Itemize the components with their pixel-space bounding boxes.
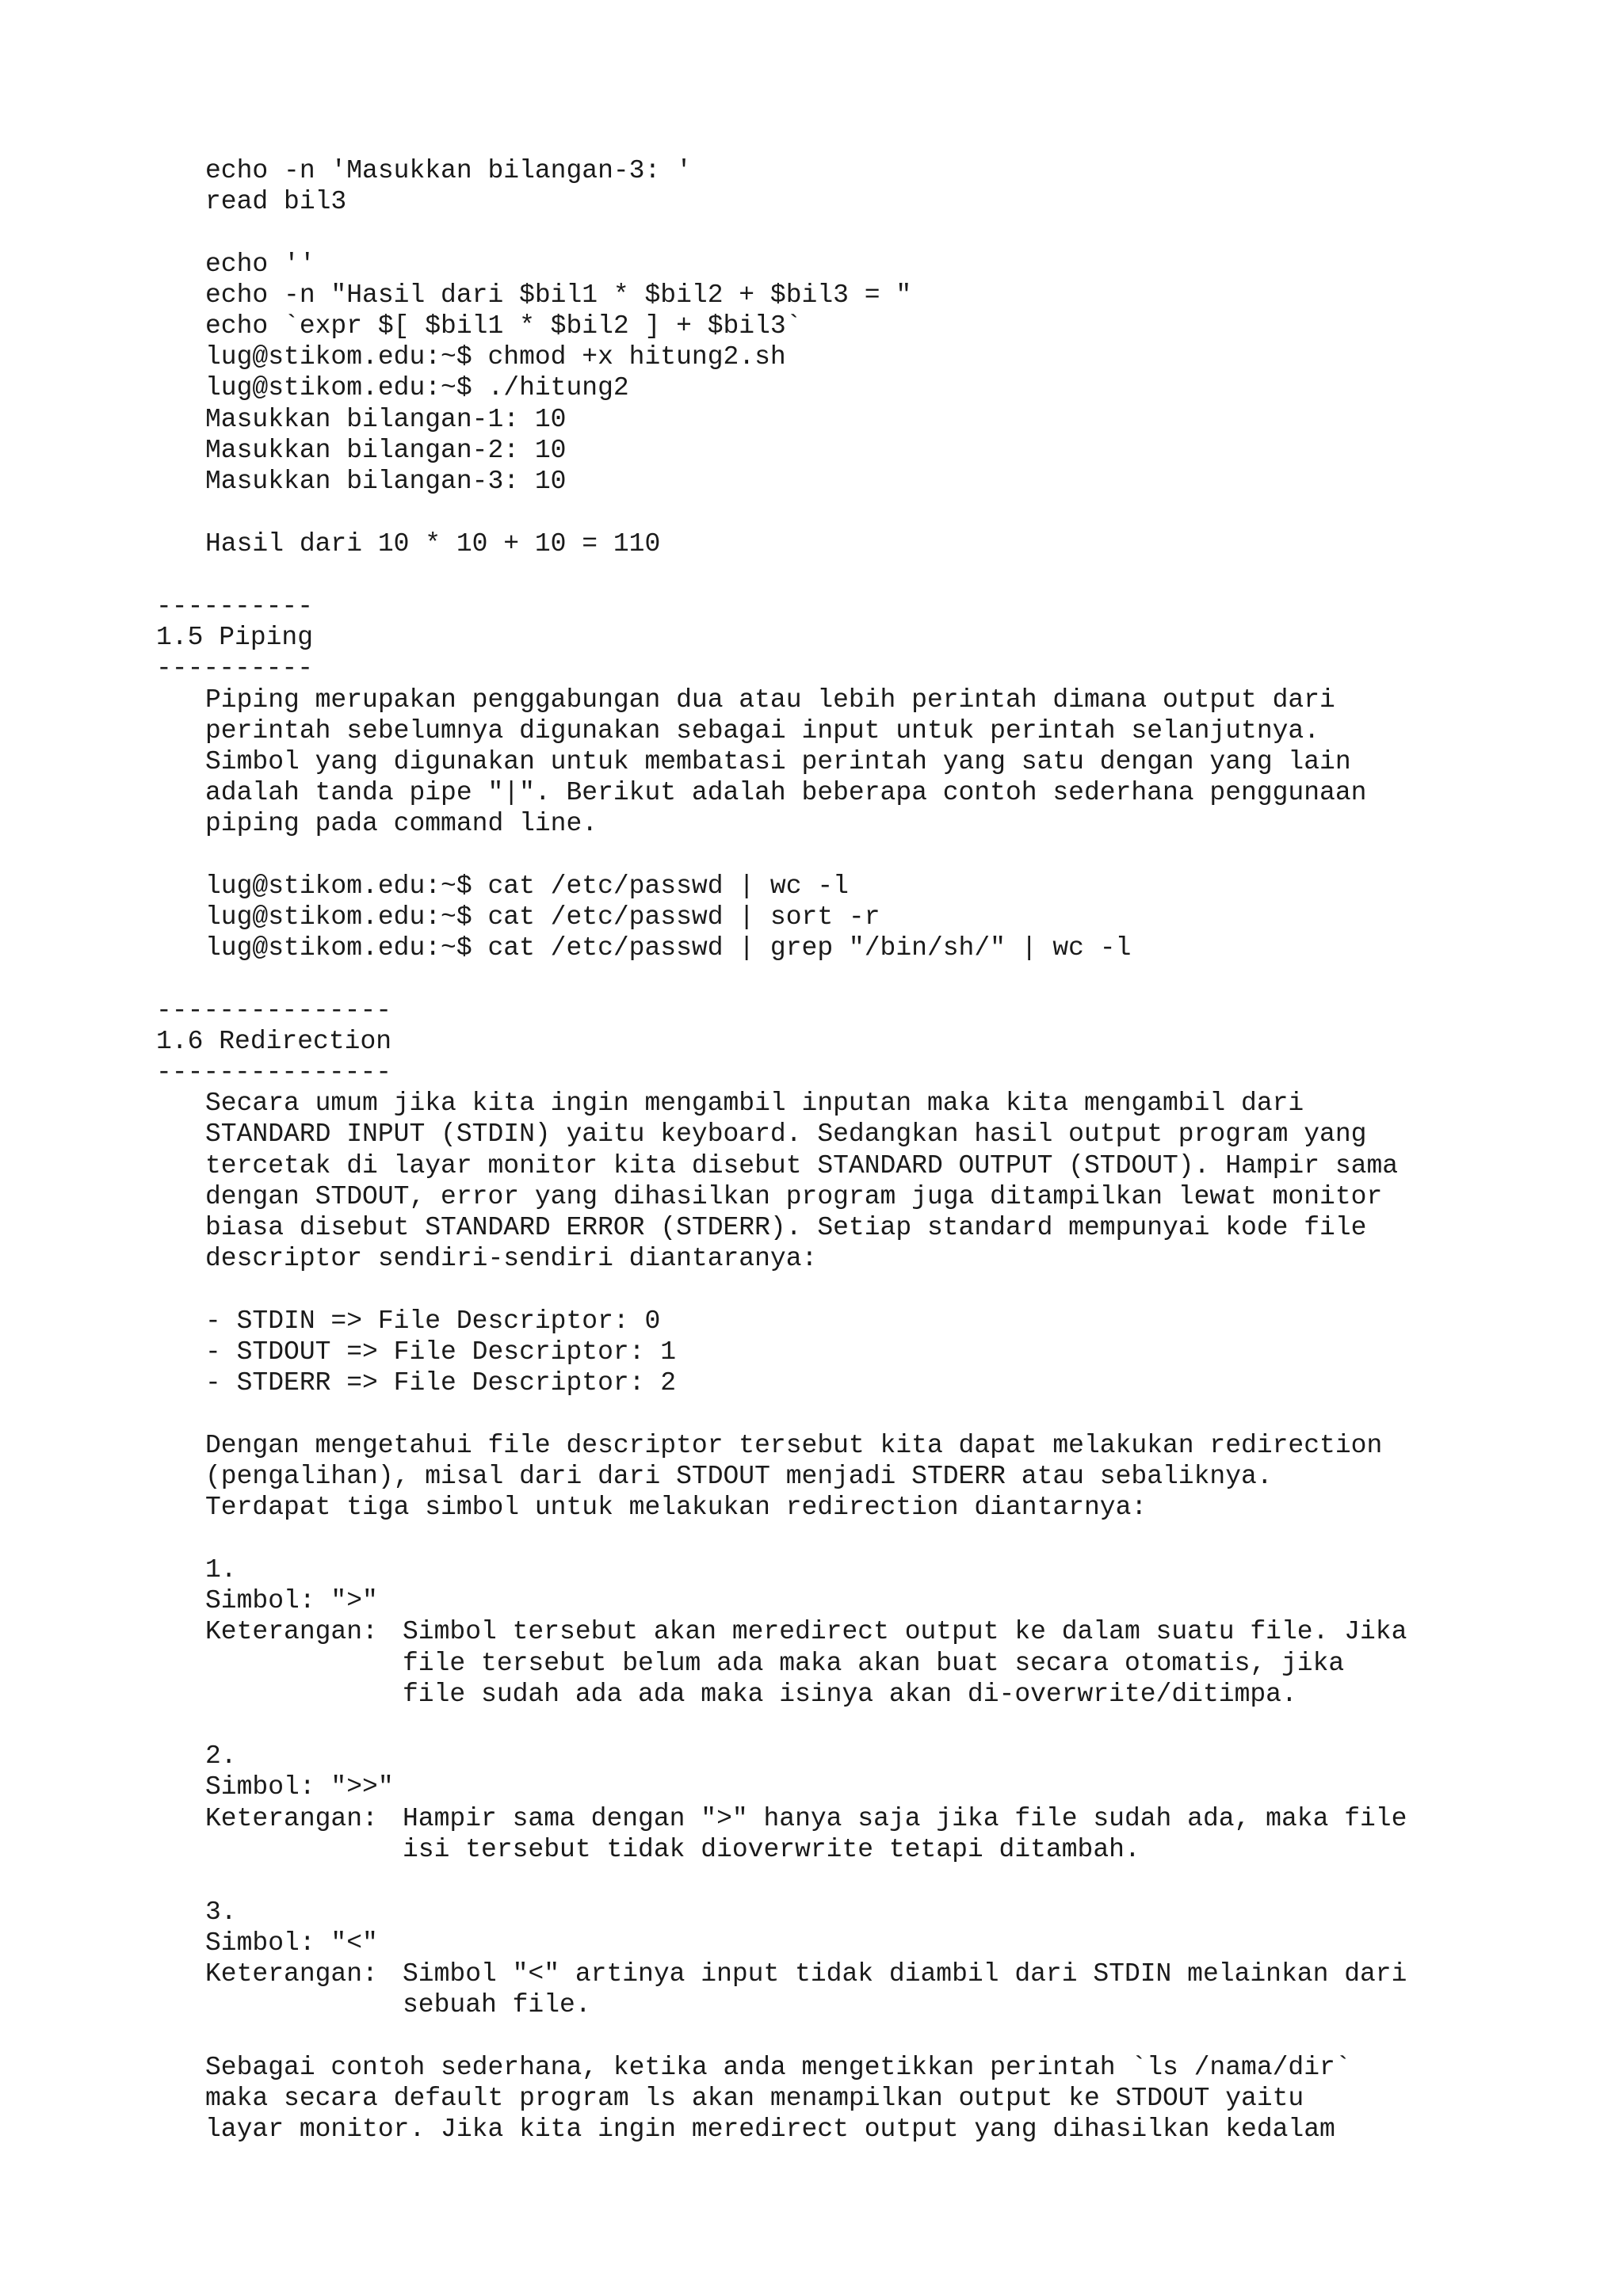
description-line: Hampir sama dengan ">" hanya saja jika file sudah ada, maka file	[403, 1804, 1407, 1833]
section-rule: ----------	[156, 654, 314, 683]
command-line: lug@stikom.edu:~$ cat /etc/passwd | grep "/bin/sh/" | wc -l	[205, 933, 1132, 963]
symbol-number: 1.	[205, 1555, 237, 1585]
code-line: Masukkan bilangan-3: 10	[205, 467, 567, 496]
command-line: lug@stikom.edu:~$ cat /etc/passwd | wc -l	[205, 871, 849, 901]
code-line: Hasil dari 10 * 10 + 10 = 110	[205, 529, 661, 559]
paragraph-line: perintah sebelumnya digunakan sebagai input untuk perintah selanjutnya.	[205, 716, 1320, 746]
code-line: lug@stikom.edu:~$ chmod +x hitung2.sh	[205, 342, 786, 372]
paragraph-line: Dengan mengetahui file descriptor tersebut kita dapat melakukan redirection	[205, 1431, 1383, 1460]
code-line: echo ''	[205, 250, 315, 279]
description-line: Simbol "<" artinya input tidak diambil dari STDIN melainkan dari	[403, 1959, 1407, 1989]
paragraph-line: adalah tanda pipe "|". Berikut adalah beberapa contoh sederhana penggunaan	[205, 778, 1367, 807]
symbol-line: Simbol: ">>"	[205, 1772, 394, 1802]
description-line: sebuah file.	[403, 1990, 591, 2019]
description-line: Simbol tersebut akan meredirect output ke dalam suatu file. Jika	[403, 1617, 1407, 1646]
paragraph-line: biasa disebut STANDARD ERROR (STDERR). Setiap standard mempunyai kode file	[205, 1213, 1367, 1242]
paragraph-line: (pengalihan), misal dari dari STDOUT menjadi STDERR atau sebaliknya.	[205, 1462, 1273, 1491]
description-line: file sudah ada ada maka isinya akan di-overwrite/ditimpa.	[403, 1680, 1297, 1709]
paragraph-line: STANDARD INPUT (STDIN) yaitu keyboard. Sedangkan hasil output program yang	[205, 1119, 1367, 1149]
description-label: Keterangan:	[205, 1959, 394, 1989]
paragraph-line: Piping merupakan penggabungan dua atau lebih perintah dimana output dari	[205, 685, 1335, 715]
descriptor-item: - STDOUT => File Descriptor: 1	[205, 1337, 677, 1367]
paragraph-line: maka secara default program ls akan menampilkan output ke STDOUT yaitu	[205, 2084, 1304, 2113]
paragraph-line: dengan STDOUT, error yang dihasilkan program juga ditampilkan lewat monitor	[205, 1182, 1383, 1211]
section-rule: ---------------	[156, 1058, 392, 1087]
code-line: Masukkan bilangan-1: 10	[205, 405, 567, 434]
section-heading: 1.5 Piping	[156, 623, 314, 652]
code-line: echo -n "Hasil dari $bil1 * $bil2 + $bil3 = "	[205, 280, 912, 310]
descriptor-item: - STDIN => File Descriptor: 0	[205, 1306, 661, 1336]
code-line: Masukkan bilangan-2: 10	[205, 436, 567, 465]
paragraph-line: Simbol yang digunakan untuk membatasi perintah yang satu dengan yang lain	[205, 747, 1351, 776]
symbol-line: Simbol: "<"	[205, 1928, 378, 1958]
description-label: Keterangan:	[205, 1617, 394, 1646]
code-line: read bil3	[205, 187, 347, 216]
descriptor-item: - STDERR => File Descriptor: 2	[205, 1368, 677, 1398]
symbol-number: 2.	[205, 1741, 237, 1771]
description-line: isi tersebut tidak dioverwrite tetapi ditambah.	[403, 1835, 1140, 1864]
description-line: file tersebut belum ada maka akan buat secara otomatis, jika	[403, 1649, 1345, 1678]
code-line: echo -n 'Masukkan bilangan-3: '	[205, 156, 692, 185]
paragraph-line: descriptor sendiri-sendiri diantaranya:	[205, 1244, 818, 1273]
paragraph-line: layar monitor. Jika kita ingin meredirect output yang dihasilkan kedalam	[205, 2115, 1335, 2144]
paragraph-line: Terdapat tiga simbol untuk melakukan redirection diantarnya:	[205, 1493, 1148, 1522]
symbol-line: Simbol: ">"	[205, 1586, 378, 1615]
paragraph-line: piping pada command line.	[205, 809, 598, 838]
paragraph-line: tercetak di layar monitor kita disebut STANDARD OUTPUT (STDOUT). Hampir sama	[205, 1151, 1399, 1180]
command-line: lug@stikom.edu:~$ cat /etc/passwd | sort -r	[205, 902, 880, 932]
paragraph-line: Sebagai contoh sederhana, ketika anda mengetikkan perintah `ls /nama/dir`	[205, 2053, 1351, 2082]
section-rule: ---------------	[156, 996, 392, 1025]
code-line: lug@stikom.edu:~$ ./hitung2	[205, 373, 629, 402]
code-line: echo `expr $[ $bil1 * $bil2 ] + $bil3`	[205, 311, 802, 341]
paragraph-line: Secara umum jika kita ingin mengambil inputan maka kita mengambil dari	[205, 1089, 1304, 1118]
description-label: Keterangan:	[205, 1804, 394, 1833]
section-rule: ----------	[156, 592, 314, 621]
section-heading: 1.6 Redirection	[156, 1027, 392, 1056]
symbol-number: 3.	[205, 1897, 237, 1927]
